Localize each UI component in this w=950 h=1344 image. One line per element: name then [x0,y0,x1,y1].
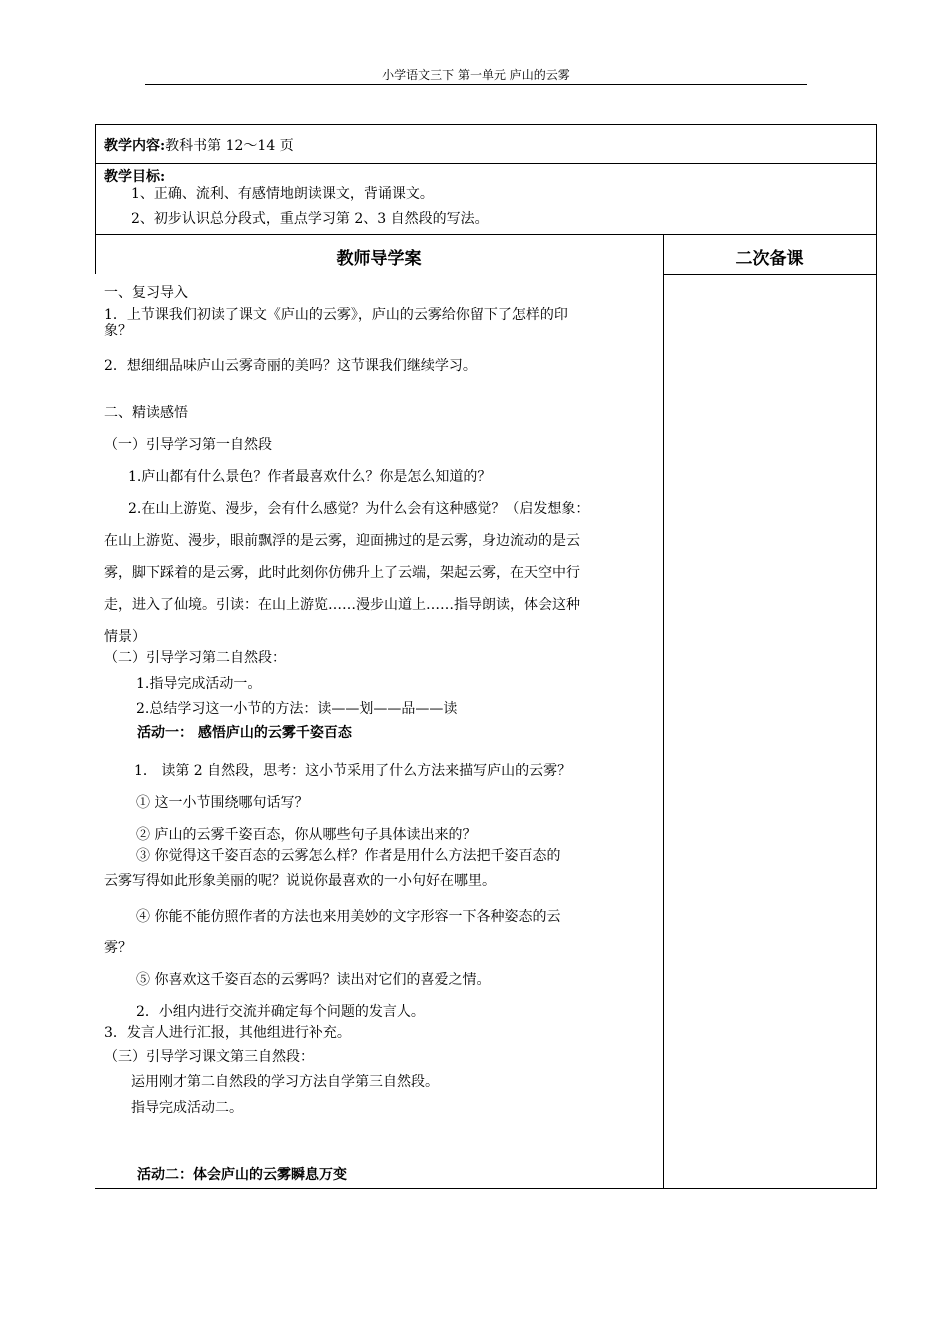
review-question-1-cont: 象？ [104,323,132,339]
section-review-intro: 一、复习导入 [104,285,188,301]
activity-one-sub-3-cont: 云雾写得如此形象美丽的呢？说说你最喜欢的一小句好在哪里。 [104,873,496,889]
teaching-goal-label: 教学目标: [104,169,166,185]
goals-row-divider [95,234,877,235]
part-two-step-1: 1.指导完成活动一。 [136,676,262,692]
section-intensive-reading: 二、精读感悟 [104,405,188,421]
teaching-content-row [104,135,294,155]
column-divider [663,234,664,1189]
activity-one-task-2: 2．小组内进行交流并确定每个问题的发言人。 [136,1004,425,1020]
table-top-border [95,124,877,125]
activity-one-sub-1: ① 这一小节围绕哪句话写？ [136,795,309,811]
activity-one-sub-4: ④ 你能不能仿照作者的方法也来用美妙的文字形容一下各种姿态的云 [136,909,561,925]
activity-one-heading: 活动一： 感悟庐山的云雾千姿百态 [137,725,352,741]
part-two-heading: （二）引导学习第二自然段： [104,650,286,666]
table-bottom-border [95,1188,877,1189]
teaching-content-label: 教学内容: [104,138,166,154]
review-question-2: 2．想细细品味庐山云雾奇丽的美吗？这节课我们继续学习。 [104,358,477,374]
part-two-step-2: 2.总结学习这一小节的方法：读——划——品——读 [136,701,458,717]
part-one-question-2: 2.在山上游览、漫步，会有什么感觉？为什么会有这种感觉？（启发想象： [128,501,590,517]
activity-one-task-3: 3．发言人进行汇报，其他组进行补充。 [104,1025,351,1041]
activity-one-sub-5: ⑤ 你喜欢这千姿百态的云雾吗？读出对它们的喜爱之情。 [136,972,491,988]
part-one-question-2-line-3: 雾，脚下踩着的是云雾，此时此刻你仿佛升上了云端，架起云雾，在天空中行 [104,565,580,581]
second-prep-heading: 二次备课 [735,249,804,269]
part-one-heading: （一）引导学习第一自然段 [104,437,272,453]
review-question-1: 1．上节课我们初读了课文《庐山的云雾》，庐山的云雾给你留下了怎样的印 [104,307,568,323]
part-one-question-2-line-2: 在山上游览、漫步，眼前飘浮的是云雾，迎面拂过的是云雾，身边流动的是云 [104,533,580,549]
teaching-content-value: 教科书第 12～14 页 [165,138,294,154]
content-row-divider [95,163,877,164]
part-one-question-2-line-4: 走，进入了仙境。引读：在山上游览……漫步山道上……指导朗读，体会这种 [104,597,580,613]
part-one-question-2-line-5: 情景） [104,629,146,645]
right-column-head-underline [663,274,877,275]
activity-one-sub-3: ③ 你觉得这千姿百态的云雾怎么样？作者是用什么方法把千姿百态的 [136,848,561,864]
part-one-question-1: 1.庐山都有什么景色？作者最喜欢什么？你是怎么知道的？ [128,469,492,485]
activity-one-task-1: 1． 读第 2 自然段，思考：这小节采用了什么方法来描写庐山的云雾？ [134,763,572,779]
teaching-goal-1: 1、正确、流利、有感情地朗读课文，背诵课文。 [131,186,434,202]
teaching-goal-2: 2、初步认识总分段式，重点学习第 2、3 自然段的写法。 [131,211,489,227]
page-header: 小学语文三下 第一单元 庐山的云雾 [382,68,570,82]
header-rule [145,84,807,85]
activity-one-sub-2: ② 庐山的云雾千姿百态，你从哪些句子具体读出来的？ [136,827,477,843]
teacher-guide-heading: 教师导学案 [336,249,422,269]
part-three-heading: （三）引导学习课文第三自然段： [104,1049,314,1065]
activity-two-heading: 活动二：体会庐山的云雾瞬息万变 [137,1167,347,1183]
part-three-step-1: 运用刚才第二自然段的学习方法自学第三自然段。 [131,1074,439,1090]
part-three-step-2: 指导完成活动二。 [131,1100,243,1116]
table-right-border [876,124,877,1189]
activity-one-sub-4-cont: 雾？ [104,940,132,956]
